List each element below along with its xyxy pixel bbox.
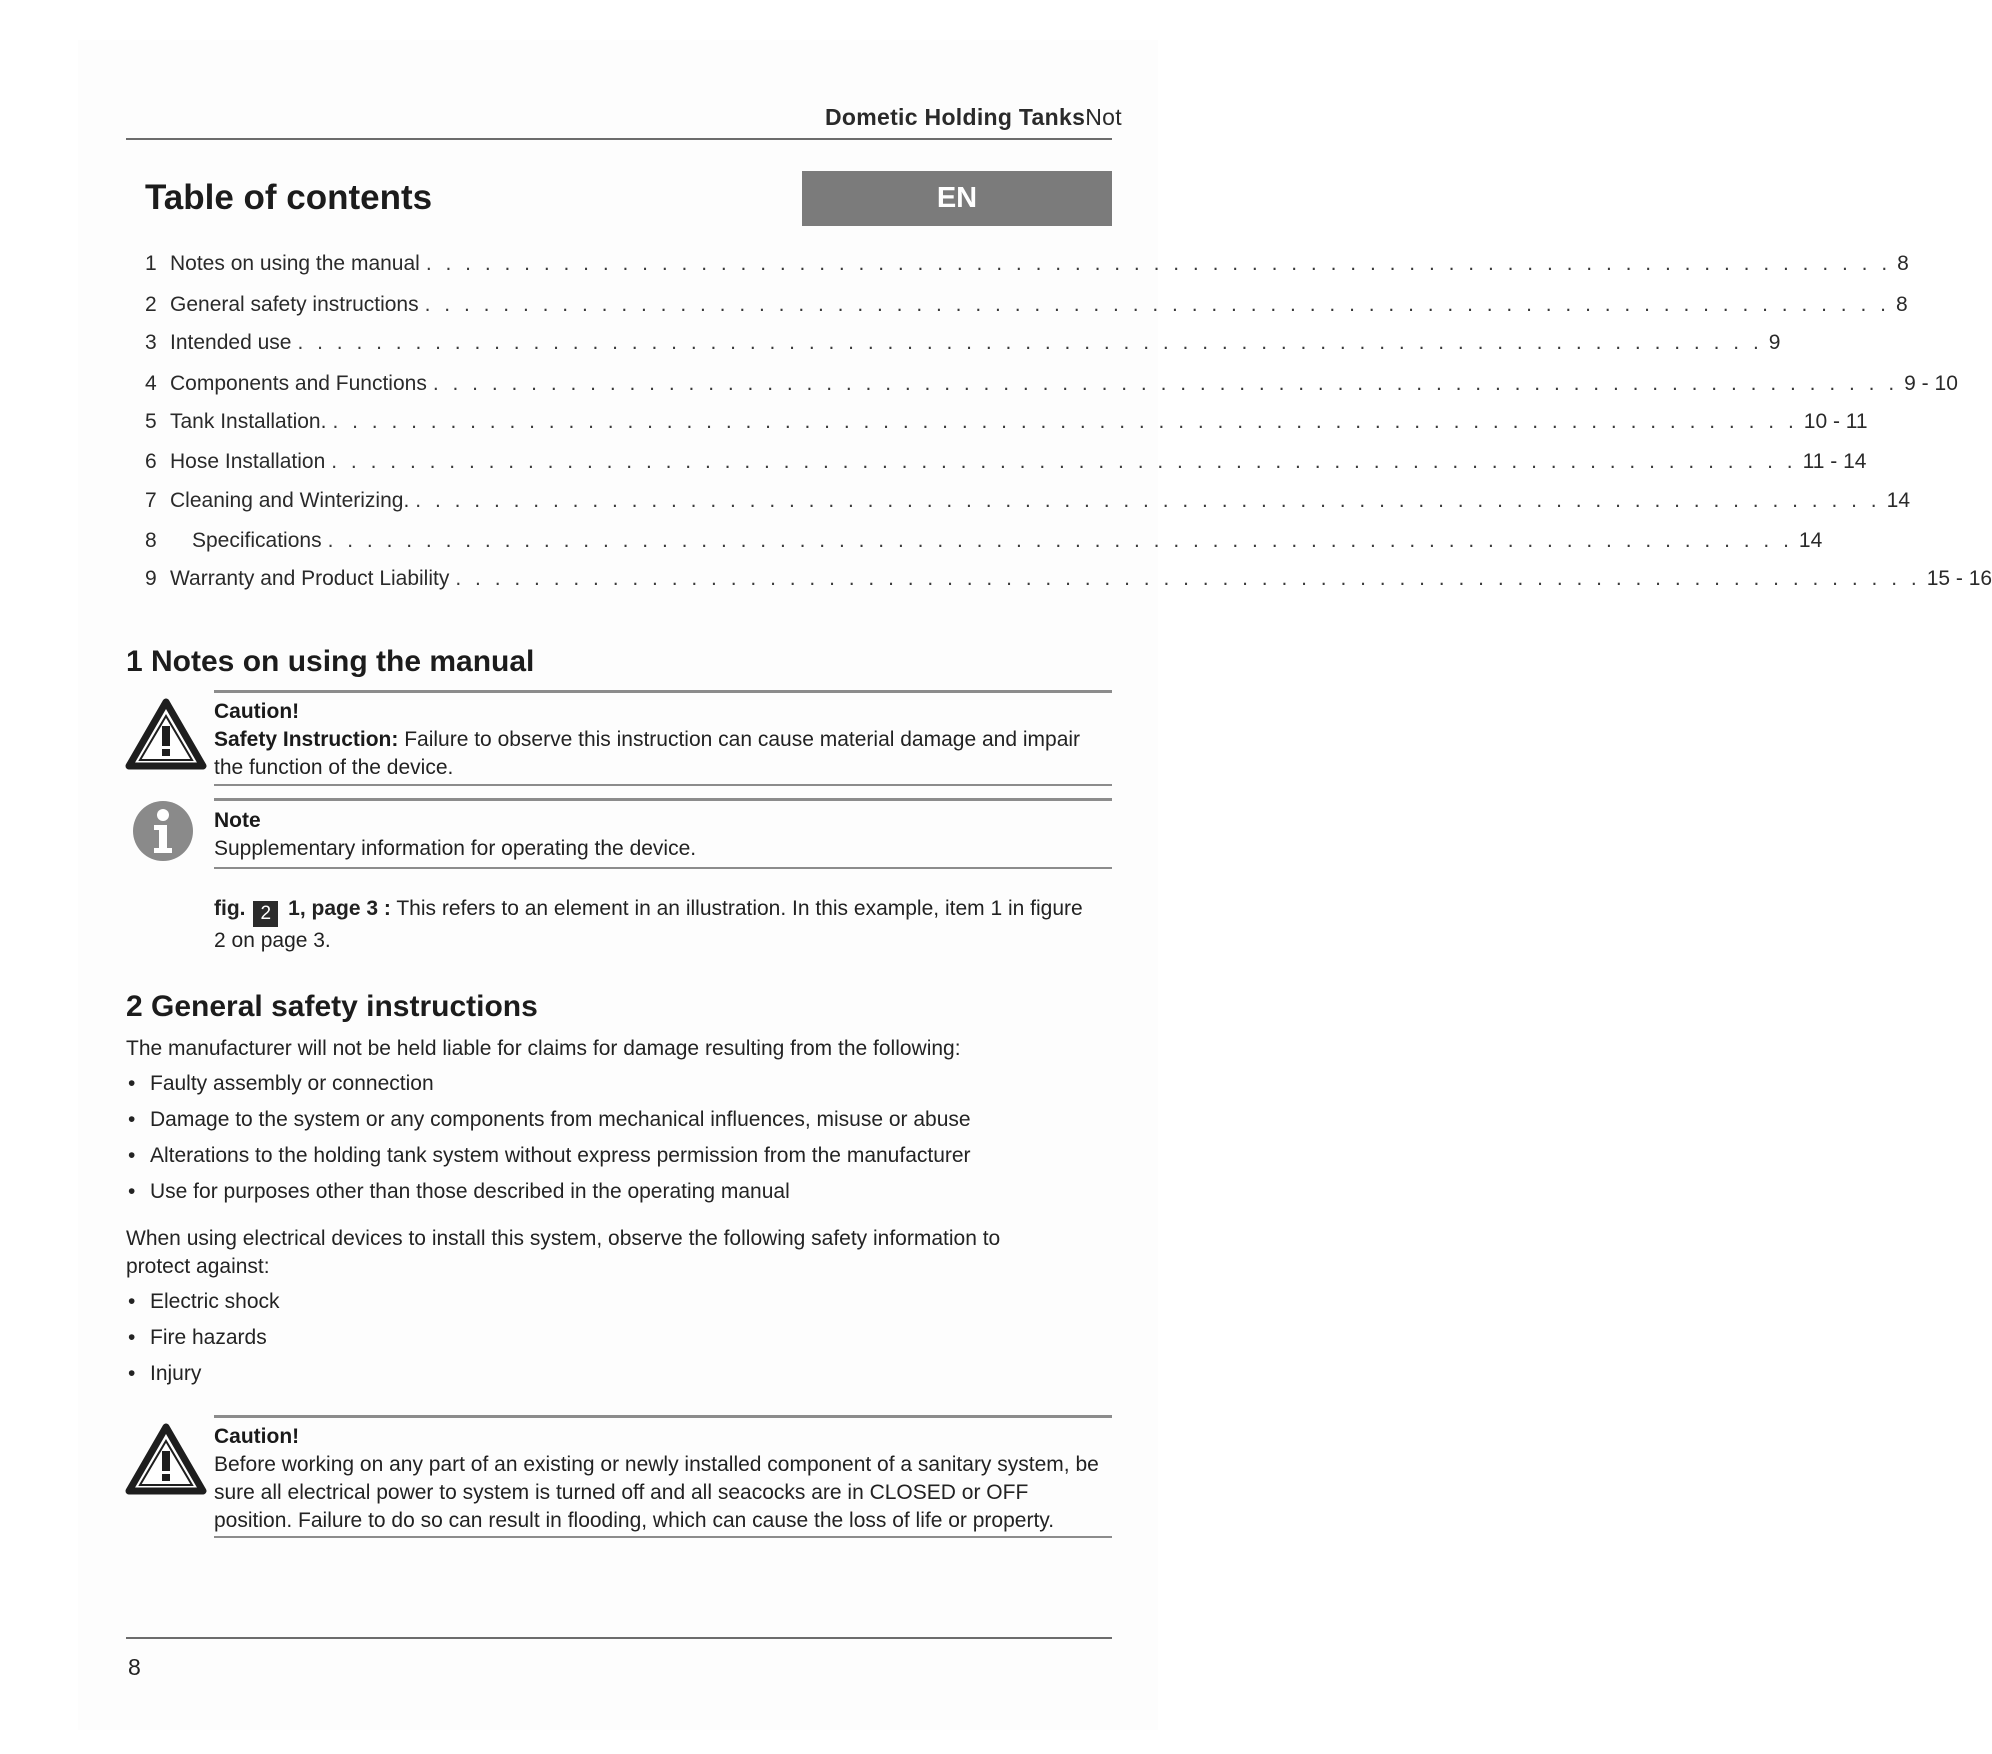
toc-entry[interactable] [145, 252, 1909, 280]
caution-body: Before working on any part of an existing or newly installed component of a sanitary system, be sure all electrical power to system is turned off and all seacocks are in CLOSED or OFF position. Failure to do so can result in flooding, which can cause the loss of life or property. [214, 1453, 1099, 1532]
toc-entry[interactable] [145, 410, 1868, 438]
note-body: Supplementary information for operating the device. [214, 837, 697, 860]
caution-text [214, 698, 1109, 782]
toc-entry-number: 5 [145, 410, 157, 433]
toc-entry-number: 3 [145, 331, 157, 354]
toc-entry-page: 14 [1798, 529, 1823, 552]
toc-entry-label: Cleaning and Winterizing. [170, 489, 410, 512]
toc-entry-page: 9 - 10 [1904, 372, 1958, 395]
toc-entry[interactable] [145, 529, 1823, 557]
toc-entry-page: 11 - 14 [1802, 450, 1867, 473]
liability-list [126, 1070, 1112, 1214]
toc-entry-label: Tank Installation. [170, 410, 327, 433]
caution-title: Caution! [214, 1425, 300, 1448]
header-rule [126, 138, 1112, 140]
note-title: Note [214, 809, 261, 832]
toc-entry-number: 9 [145, 567, 157, 590]
caution-top-rule [214, 1415, 1112, 1418]
caution-text [214, 1423, 1109, 1535]
toc-entry-label: Warranty and Product Liability [170, 567, 450, 590]
section-heading-notes: 1 Notes on using the manual [126, 645, 535, 678]
info-icon [132, 800, 194, 867]
toc-leader-dots: . . . . . . . . . . . . . . . . . . . . . . . . . . . . . . . . . . . . . . . . . . . . . . . . . . . . . . . . . . . . . . . . . . . . . . . . . . . [332, 410, 1798, 433]
figure-reference-explanation [214, 895, 1094, 955]
toc-entry[interactable] [145, 489, 1910, 517]
section-heading-safety: 2 General safety instructions [126, 990, 538, 1023]
fig-body: This refers to an element in an illustration. In this example, item 1 in figure 2 on page 3. [214, 897, 1083, 952]
toc-leader-dots: . . . . . . . . . . . . . . . . . . . . . . . . . . . . . . . . . . . . . . . . . . . . . . . . . . . . . . . . . . . . . . . . . . . . . . . . . . . [432, 372, 1899, 395]
toc-entry[interactable] [145, 293, 1908, 321]
list-item: • Injury [126, 1360, 1112, 1396]
list-item: • Faulty assembly or connection [126, 1070, 1112, 1106]
caution-top-rule [214, 690, 1112, 693]
fig-prefix: fig. [214, 897, 246, 920]
list-item: • Electric shock [126, 1288, 1112, 1324]
caution-notice [126, 690, 1112, 790]
footer-rule [126, 1637, 1112, 1639]
caution-lead: Safety Instruction: [214, 728, 399, 751]
list-item: • Alterations to the holding tank system without express permission from the manufacturer [126, 1142, 1112, 1178]
toc-entry-number: 4 [145, 372, 157, 395]
figure-number-badge: 2 [253, 901, 278, 927]
toc-entry-page: 8 [1897, 252, 1909, 275]
list-item: • Fire hazards [126, 1324, 1112, 1360]
toc-entry-number: 6 [145, 450, 157, 473]
toc-entry-page: 14 [1886, 489, 1910, 512]
warning-triangle-icon [126, 698, 206, 775]
toc-entry[interactable] [145, 372, 1958, 400]
toc-entry-label: Specifications [192, 529, 322, 552]
toc-entry-label: Hose Installation [170, 450, 326, 473]
header-title: Dometic Holding Tanks [825, 104, 1086, 130]
toc-leader-dots: . . . . . . . . . . . . . . . . . . . . . . . . . . . . . . . . . . . . . . . . . . . . . . . . . . . . . . . . . . . . . . . . . . . . . . . . . . . [425, 252, 1892, 275]
toc-entry-page: 15 - 16 [1926, 567, 1992, 590]
toc-entry-number: 1 [145, 252, 157, 275]
note-notice [126, 798, 1112, 873]
toc-entry-page: 8 [1895, 293, 1908, 316]
fig-ref: 1, page 3 : [282, 897, 391, 920]
toc-entry-page: 10 - 11 [1803, 410, 1868, 433]
toc-entry-label: Components and Functions [170, 372, 427, 395]
toc-entry[interactable] [145, 331, 1781, 359]
toc-entry-number: 7 [145, 489, 157, 512]
language-badge: EN [802, 171, 1112, 226]
toc-entry-number: 8 [145, 529, 157, 552]
toc-entry-number: 2 [145, 293, 157, 316]
caution-bottom-rule [214, 784, 1112, 786]
list-item: • Damage to the system or any components from mechanical influences, misuse or abuse [126, 1106, 1112, 1142]
toc-entry-label: Intended use [170, 331, 292, 354]
note-top-rule [214, 798, 1112, 801]
toc-entry[interactable] [145, 567, 1992, 595]
note-text [214, 807, 1109, 863]
header-title-tail: Not [1085, 104, 1122, 130]
page-number: 8 [128, 1654, 141, 1680]
toc-leader-dots: . . . . . . . . . . . . . . . . . . . . . . . . . . . . . . . . . . . . . . . . . . . . . . . . . . . . . . . . . . . . . . . . . . . . . . . . . . . [331, 450, 1797, 473]
toc-entry-label: Notes on using the manual [170, 252, 420, 275]
warning-triangle-icon [126, 1423, 206, 1500]
liability-intro: The manufacturer will not be held liable for claims for damage resulting from the following: [126, 1037, 961, 1060]
caution-bottom-rule [214, 1536, 1112, 1538]
caution-notice-electrical [126, 1415, 1112, 1545]
toc-leader-dots: . . . . . . . . . . . . . . . . . . . . . . . . . . . . . . . . . . . . . . . . . . . . . . . . . . . . . . . . . . . . . . . . . . . . . . . . . . . [327, 529, 1793, 552]
toc-leader-dots: . . . . . . . . . . . . . . . . . . . . . . . . . . . . . . . . . . . . . . . . . . . . . . . . . . . . . . . . . . . . . . . . . . . . . . . . . . . [455, 567, 1921, 590]
toc-leader-dots: . . . . . . . . . . . . . . . . . . . . . . . . . . . . . . . . . . . . . . . . . . . . . . . . . . . . . . . . . . . . . . . . . . . . . . . . . . . [415, 489, 1881, 512]
toc-entry-label: General safety instructions [170, 293, 419, 316]
toc-entry[interactable] [145, 450, 1867, 478]
list-item: • Use for purposes other than those described in the operating manual [126, 1178, 1112, 1214]
toc-heading: Table of contents [145, 178, 433, 217]
hazard-list [126, 1288, 1112, 1396]
note-bottom-rule [214, 867, 1112, 869]
electrical-intro: When using electrical devices to install this system, observe the following safety information to protect against: [126, 1227, 1001, 1278]
caution-body: Failure to observe this instruction can cause material damage and impair the function of the device. [214, 728, 1081, 779]
toc-entry-page: 9 [1768, 331, 1781, 354]
caution-title: Caution! [214, 700, 300, 723]
toc-leader-dots: . . . . . . . . . . . . . . . . . . . . . . . . . . . . . . . . . . . . . . . . . . . . . . . . . . . . . . . . . . . . . . . . . . . . . . . . . . . [424, 293, 1890, 316]
running-header [825, 104, 1160, 131]
toc-leader-dots: . . . . . . . . . . . . . . . . . . . . . . . . . . . . . . . . . . . . . . . . . . . . . . . . . . . . . . . . . . . . . . . . . . . . . . . . . . . [297, 331, 1763, 354]
